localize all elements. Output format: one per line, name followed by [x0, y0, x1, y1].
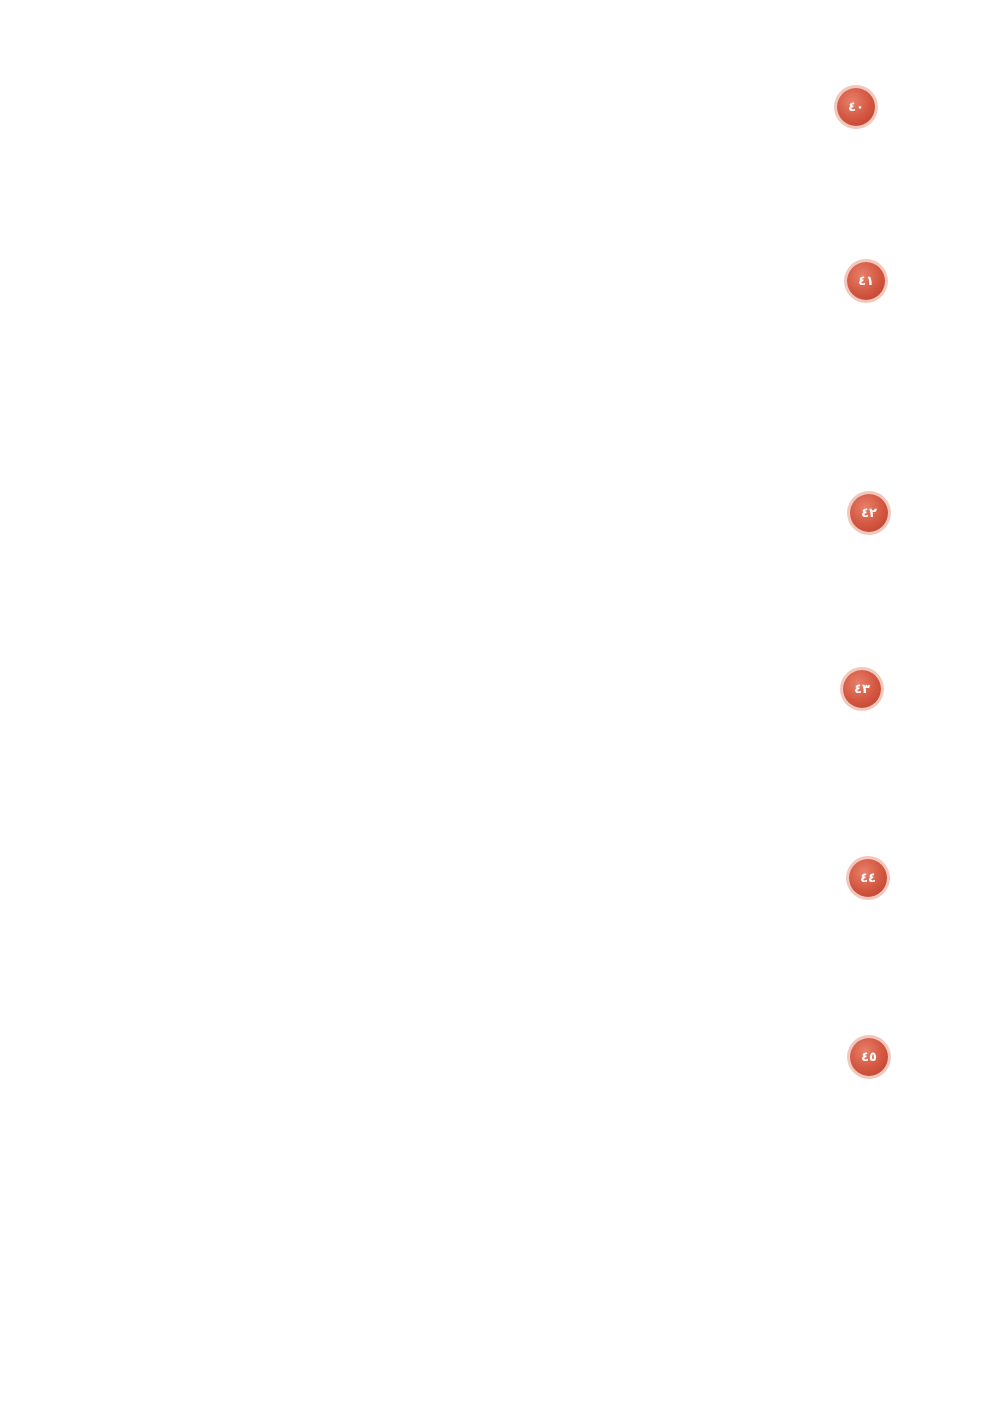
- problem-number-badge: ٤٢: [850, 494, 888, 532]
- problem-number-badge: ٤٠: [837, 88, 875, 126]
- problem-number-badge: ٤٤: [849, 859, 887, 897]
- problem-number-badge: ٤٣: [843, 670, 881, 708]
- problem-number-badge: ٤٥: [850, 1038, 888, 1076]
- problem-number-badge: ٤١: [847, 262, 885, 300]
